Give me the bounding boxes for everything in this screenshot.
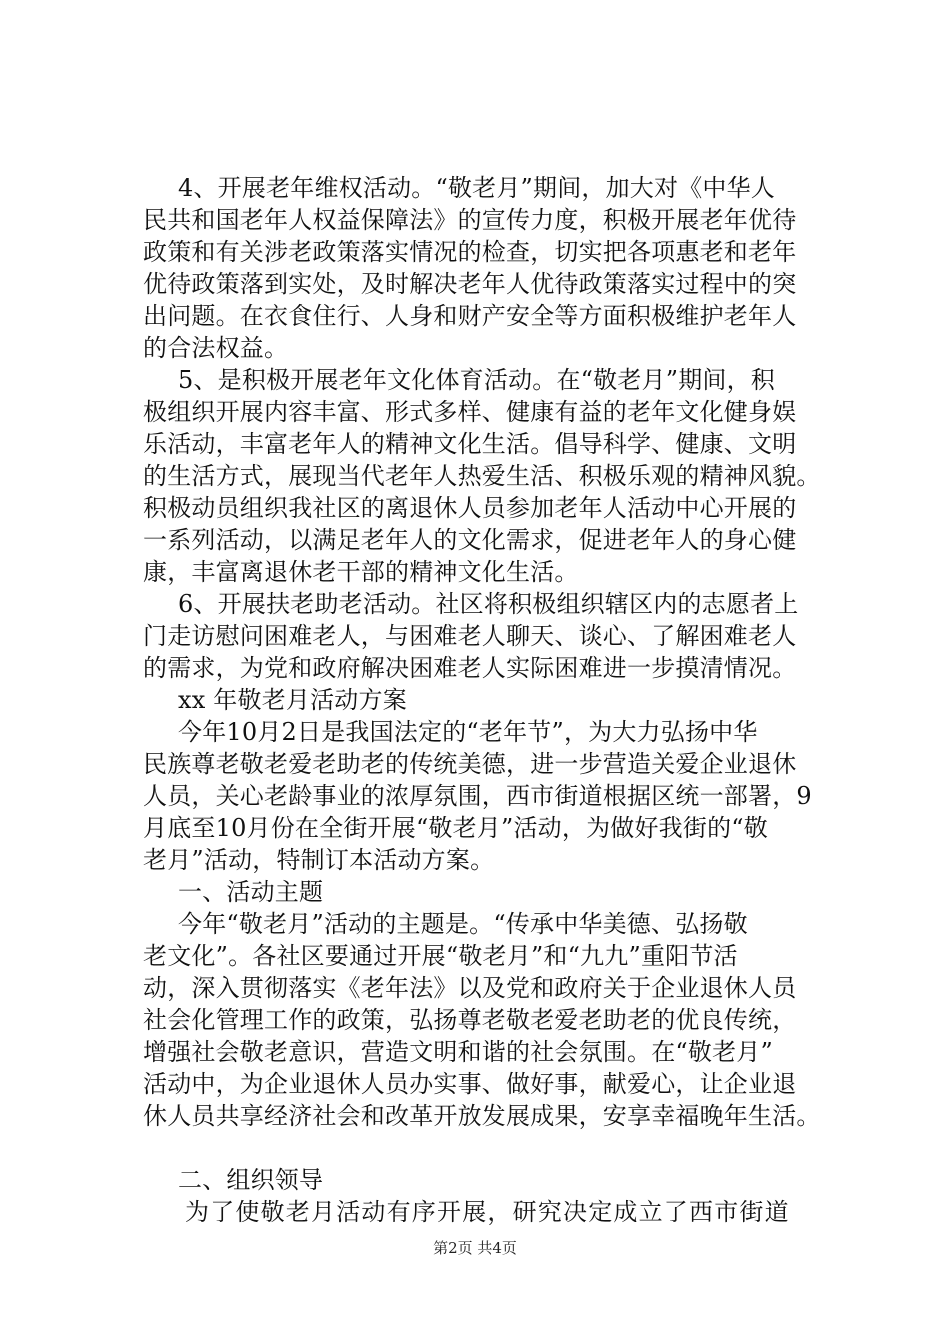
page-footer (0, 1238, 950, 1258)
paragraph-item-4 (143, 172, 813, 364)
text-line: 积极动员组织我社区的离退休人员参加老年人活动中心开展的 (143, 494, 797, 522)
text-line: 增强社会敬老意识，营造文明和谐的社会氛围。在“敬老月” (143, 1038, 773, 1066)
paragraph-theme (143, 908, 821, 1132)
text-line: xx 年敬老月活动方案 (178, 686, 407, 714)
page-number: 第2页 共4页 (433, 1239, 517, 1257)
text-line: 今年“敬老月”活动的主题是。“传承中华美德、弘扬敬 (178, 910, 748, 938)
text-line: 优待政策落到实处，及时解决老年人优待政策落实过程中的突 (143, 270, 797, 298)
text-line: 月底至10月份在全街开展“敬老月”活动，为做好我街的“敬 (143, 814, 768, 842)
text-line: 活动中，为企业退休人员办实事、做好事，献爱心，让企业退 (143, 1070, 797, 1098)
paragraph-item-6 (143, 588, 813, 684)
text-line: 5、是积极开展老年文化体育活动。在“敬老月”期间，积 (178, 366, 776, 394)
section-heading-leadership (143, 1164, 813, 1196)
text-line: 4、开展老年维权活动。“敬老月”期间，加大对《中华人 (178, 174, 776, 202)
text-line: 出问题。在衣食住行、人身和财产安全等方面积极维护老年人 (143, 302, 797, 330)
paragraph-intro (143, 716, 813, 876)
text-line: 的生活方式，展现当代老年人热爱生活、积极乐观的精神风貌。 (143, 462, 821, 490)
text-line: 6、开展扶老助老活动。社区将积极组织辖区内的志愿者上 (178, 590, 799, 618)
text-line: 为了使敬老月活动有序开展，研究决定成立了西市街道 (185, 1198, 790, 1226)
text-line: 民共和国老年人权益保障法》的宣传力度，积极开展老年优待 (143, 206, 797, 234)
text-line: 人员，关心老龄事业的浓厚氛围，西市街道根据区统一部署，9 (143, 782, 812, 810)
text-line: 的需求，为党和政府解决困难老人实际困难进一步摸清情况。 (143, 654, 797, 682)
text-line: 一、活动主题 (178, 878, 324, 906)
text-line: 老月”活动，特制订本活动方案。 (143, 846, 495, 874)
text-line: 康，丰富离退休老干部的精神文化生活。 (143, 558, 579, 586)
text-line: 今年10月2日是我国法定的“老年节”，为大力弘扬中华 (178, 718, 758, 746)
section-heading-theme (143, 876, 813, 908)
text-line: 极组织开展内容丰富、形式多样、健康有益的老年文化健身娱 (143, 398, 797, 426)
text-line: 一系列活动，以满足老年人的文化需求，促进老年人的身心健 (143, 526, 797, 554)
text-line: 乐活动，丰富老年人的精神文化生活。倡导科学、健康、文明 (143, 430, 797, 458)
text-line: 二、组织领导 (178, 1166, 324, 1194)
paragraph-item-5 (143, 364, 821, 588)
text-line: 动，深入贯彻落实《老年法》以及党和政府关于企业退休人员 (143, 974, 797, 1002)
document-body (143, 172, 821, 1228)
paragraph-leadership (143, 1196, 813, 1228)
text-line: 休人员共享经济社会和改革开放发展成果，安享幸福晚年生活。 (143, 1102, 821, 1130)
text-line: 政策和有关涉老政策落实情况的检查，切实把各项惠老和老年 (143, 238, 797, 266)
plan-title (143, 684, 813, 716)
blank-line (143, 1132, 813, 1164)
text-line: 民族尊老敬老爱老助老的传统美德，进一步营造关爱企业退休 (143, 750, 797, 778)
text-line: 门走访慰问困难老人，与困难老人聊天、谈心、了解困难老人 (143, 622, 797, 650)
text-line: 社会化管理工作的政策，弘扬尊老敬老爱老助老的优良传统， (143, 1006, 797, 1034)
text-line: 的合法权益。 (143, 334, 289, 362)
text-line: 老文化”。各社区要通过开展“敬老月”和“九九”重阳节活 (143, 942, 738, 970)
